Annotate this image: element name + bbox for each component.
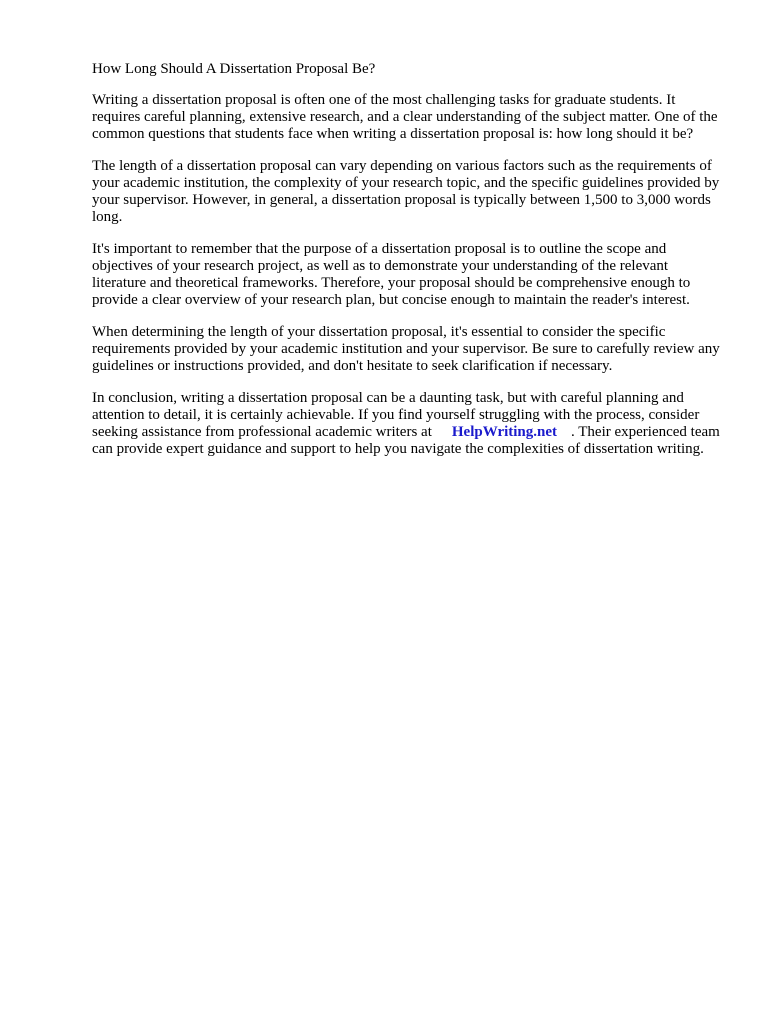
document-page [92, 61, 722, 473]
conclusion-text-after-link: . Their experienced team can provide expert guidance and support to help you navigate the complexities of dissertation writing. [92, 424, 720, 457]
conclusion-text-before-link: In conclusion, writing a dissertation proposal can be a daunting task, but with careful planning and attention to detail, it is certainly achievable. If you find yourself struggling with the process, consider seeking assistance from professional academic writers at [92, 390, 700, 440]
paragraph-conclusion [92, 390, 722, 458]
paragraph-intro: Writing a dissertation proposal is often one of the most challenging tasks for graduate students. It requires careful planning, extensive research, and a clear understanding of the subject matter. One of the common questions that students face when writing a dissertation proposal is: how long should it be? [92, 92, 718, 142]
page-title: How Long Should A Dissertation Proposal Be? [92, 61, 376, 77]
helpwriting-link[interactable]: HelpWriting.net [451, 424, 558, 440]
paragraph-length: The length of a dissertation proposal can vary depending on various factors such as the requirements of your academic institution, the complexity of your research topic, and the specific guidelines provided by your supervisor. However, in general, a dissertation proposal is typically between 1,500 to 3,000 words long. [92, 158, 720, 225]
paragraph-requirements: When determining the length of your dissertation proposal, it's essential to consider the specific requirements provided by your academic institution and your supervisor. Be sure to carefully review any guidelines or instructions provided, and don't hesitate to seek clarification if necessary. [92, 324, 720, 374]
paragraph-purpose: It's important to remember that the purpose of a dissertation proposal is to outline the scope and objectives of your research project, as well as to demonstrate your understanding of the relevant literature and theoretical frameworks. Therefore, your proposal should be comprehensive enough to provide a clear overview of your research plan, but concise enough to maintain the reader's interest. [92, 241, 691, 308]
